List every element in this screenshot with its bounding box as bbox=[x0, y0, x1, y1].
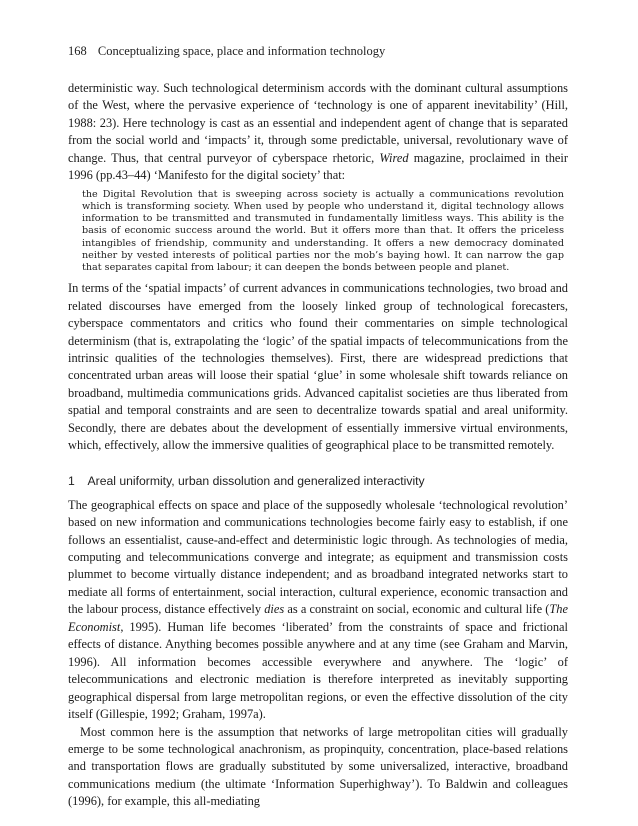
paragraph-3-text-c: , 1995). Human life becomes ‘liberated’ from the constraints of space and frictional effects of distance. Anything becomes possible anywhere and at any time (see Graham and Marvin, 1996). All information becomes accessible everywhere and anywhere. The ‘logic’ of telecommunications and electronic mediation is therefore interpreted as inevitably supporting geographical dispersal from large metropolitan regions, or even the effective dissolution of the city itself (Gillespie, 1992; Graham, 1997a). bbox=[68, 619, 568, 722]
section-title: Areal uniformity, urban dissolution and generalized interactivity bbox=[87, 473, 425, 488]
paragraph-1-text-b: magazine, proclaimed in their 1996 (pp.43–44) ‘Manifesto for the digital society’ that: bbox=[68, 150, 568, 183]
paragraph-1 bbox=[68, 80, 568, 185]
economist-title: The Economist bbox=[68, 602, 568, 634]
paragraph-3-text-b: as a constraint on social, economic and cultural life ( bbox=[284, 602, 550, 617]
section-number: 1 bbox=[68, 473, 75, 488]
paragraph-3-text-a: The geographical effects on space and place of the supposedly wholesale ‘technological revolution’ based on new information and communications technologies become fairly easy to establish, if one follows an essentialist, cause-and-effect and deterministic logic through. As technologies of media, computing and telecommunications converge and integrate; as equipment and transmission costs plummet to become virtually distance independent; and as broadband integrated networks start to mediate all forms of entertainment, social interaction, cultural experience, economic transaction and the labour process, distance effectively bbox=[68, 497, 568, 617]
paragraph-1-text-a: deterministic way. Such technological determinism accords with the dominant cultural assumptions of the West, where the pervasive experience of ‘technology is one of apparent inevitability’ (Hill, 1988: 23). Here technology is cast as an essential and independent agent of change that is separated from the social world and ‘impacts’ it, through some predictable, universal, revolutionary wave of change. Thus, that central purveyor of cyberspace rhetoric, bbox=[68, 81, 568, 165]
emphasis-dies: dies bbox=[264, 602, 285, 617]
section-heading bbox=[68, 474, 568, 488]
running-title: Conceptualizing space, place and information technology bbox=[97, 44, 386, 58]
running-header bbox=[68, 44, 568, 59]
page-number: 168 bbox=[68, 44, 87, 58]
wired-magazine-title: Wired bbox=[379, 150, 409, 165]
paragraph-2: In terms of the ‘spatial impacts’ of current advances in communications technologies, two broad and related discourses have emerged from the loosely linked group of technological forecasters, cyberspace commentators and critics who found their commentaries on simple technological determinism (that is, extrapolating the ‘logic’ of the spatial impacts of telecommunications from the intrinsic qualities of the technologies themselves). First, there are widespread predictions that concentrated urban areas will loose their spatial ‘glue’ in some wholesale shift towards reliance on broadband, multimedia communications grids. Advanced capitalist societies are thus liberated from spatial and temporal constraints and are seen to decentralize towards spatial and areal uniformity. Secondly, there are debates about the development of essentially immersive virtual environments, which, effectively, allow the immersive qualities of geographical place to be transmitted remotely. bbox=[68, 281, 568, 453]
paragraph-4: Most common here is the assumption that networks of large metropolitan cities will gradually emerge to be some technological anachronism, as propinquity, concentration, place-based relations and transportation flows are gradually substituted by some universalized, interactive, broadband communications medium (the ultimate ‘Information Superhighway’). To Baldwin and colleagues (1996), for example, this all-mediating bbox=[68, 724, 568, 809]
block-quote: the Digital Revolution that is sweeping across society is actually a communications revolution which is transforming society. When used by people who understand it, digital technology allows information to be transmitted and transmuted in fundamentally limitless ways. This ability is the basis of economic success around the world. But it offers more than that. It offers the priceless intangibles of friendship, community and understanding. It offers a new democracy dominated neither by vested interests of political parties nor the mob’s baying howl. It can narrow the gap that separates capital from labour; it can deepen the bonds between people and planet. bbox=[82, 188, 564, 273]
main-text bbox=[68, 80, 568, 811]
paragraph-3 bbox=[68, 497, 568, 724]
